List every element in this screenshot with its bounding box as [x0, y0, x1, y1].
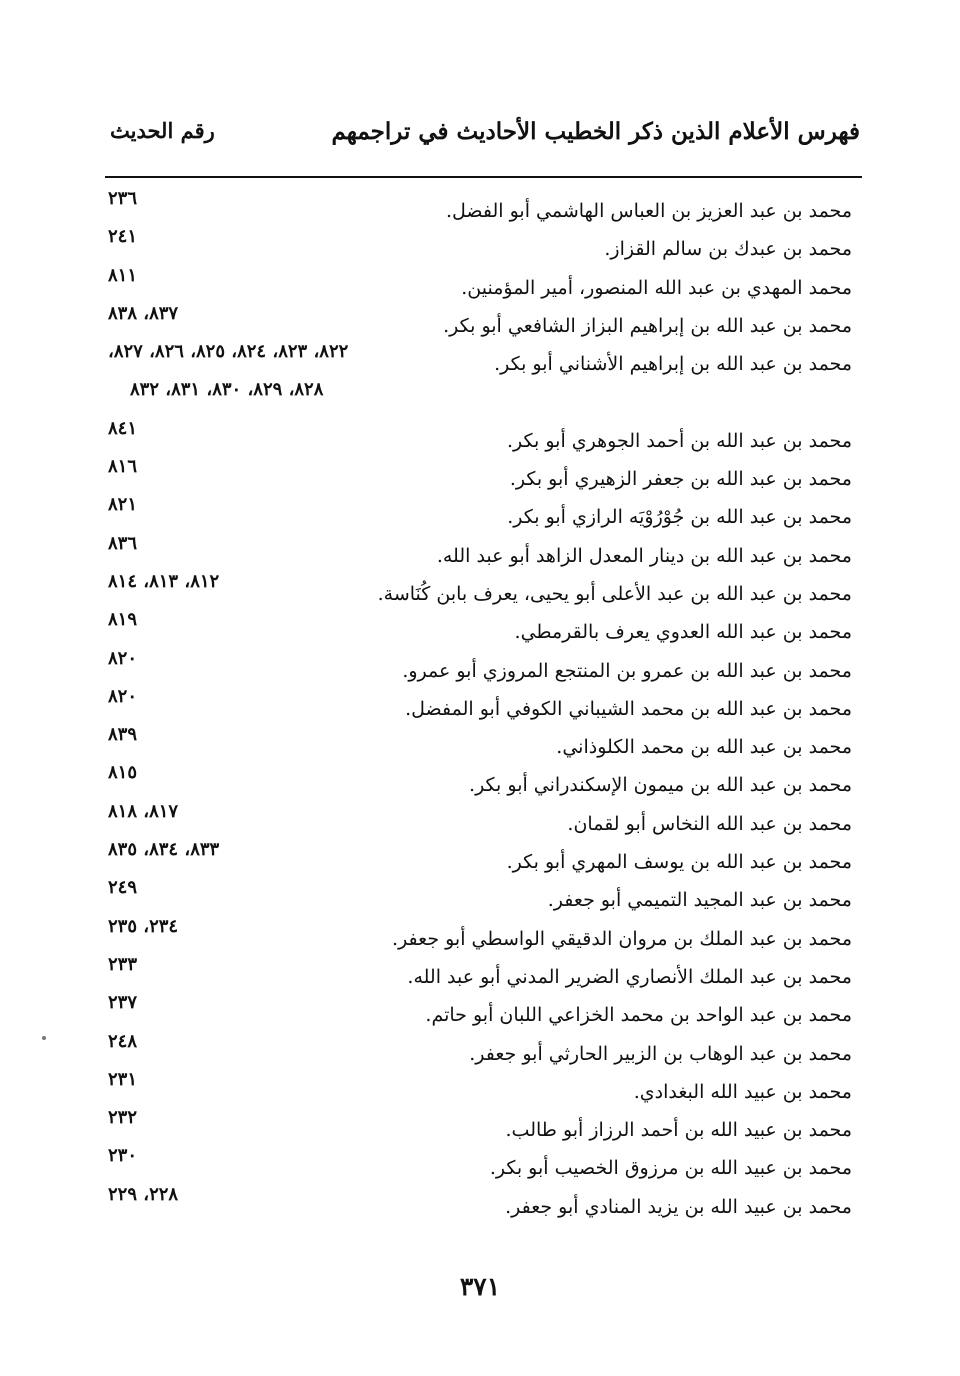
entry-name: محمد بن عبدك بن سالم القزاز. [604, 238, 852, 261]
entry-name: محمد بن عبد الله العدوي يعرف بالقرمطي. [514, 621, 852, 644]
entry-hadith-numbers: ٢٣٦ [108, 188, 138, 209]
entry-hadith-numbers: ٢٣٧ [108, 992, 138, 1014]
entry-hadith-numbers: ٢٤٨ [108, 1030, 138, 1052]
entry-hadith-numbers: ٢٢٨، ٢٢٩ [108, 1183, 179, 1205]
entry-name: محمد بن عبد الله بن عمرو بن المنتجع المروزي أبو عمرو. [402, 659, 852, 682]
entry-hadith-numbers: ٨٣٩ [108, 724, 138, 746]
entry-name: محمد بن عبد الوهاب بن الزبير الحارثي أبو جعفر. [469, 1042, 852, 1065]
entry-name: محمد بن عبد الواحد بن محمد الخزاعي اللبان أبو حاتم. [425, 1004, 852, 1027]
entry-hadith-numbers: ٨١١ [108, 264, 138, 286]
entry-hadith-numbers: ٨٤١ [108, 417, 138, 439]
entry-name: محمد بن عبد الله بن محمد الكلوذاني. [556, 736, 852, 759]
entry-name: محمد بن عبيد الله البغدادي. [633, 1080, 852, 1103]
hadith-number-column-label: رقم الحديث [110, 118, 215, 143]
index-entry [100, 609, 860, 647]
entry-name: محمد بن عبد الله بن إبراهيم البزاز الشافعي أبو بكر. [443, 314, 852, 337]
index-entry [100, 801, 860, 839]
entry-name: محمد بن عبد الله بن ميمون الإسكندراني أبو بكر. [469, 774, 852, 797]
entry-hadith-numbers: ٨٢٠ [108, 647, 138, 669]
index-entry [100, 494, 860, 532]
index-entry [100, 533, 860, 571]
entry-name: محمد بن عبيد الله بن مرزوق الخصيب أبو بكر. [489, 1157, 852, 1180]
entry-name: محمد بن عبيد الله بن يزيد المنادي أبو جعفر. [505, 1195, 852, 1218]
index-entry [100, 418, 860, 456]
index-entry [100, 1145, 860, 1183]
index-entry [100, 762, 860, 800]
entry-name: محمد بن عبيد الله بن أحمد الرزاز أبو طالب. [505, 1119, 852, 1142]
index-entry [100, 992, 860, 1030]
entry-name: محمد بن عبد الله بن أحمد الجوهري أبو بكر. [507, 429, 852, 452]
entry-hadith-numbers: ٨٣٦ [108, 532, 138, 554]
index-entry [100, 724, 860, 762]
entry-name: محمد بن عبد العزيز بن العباس الهاشمي أبو الفضل. [445, 200, 852, 222]
page-header [100, 118, 870, 162]
index-entry [100, 303, 860, 341]
entry-name: محمد بن عبد الله بن جعفر الزهيري أبو بكر. [509, 468, 852, 491]
index-entry [100, 686, 860, 724]
entry-hadith-numbers: ٨٢٨، ٨٢٩، ٨٣٠، ٨٣١، ٨٣٢ [130, 379, 324, 401]
index-entry [100, 1184, 860, 1222]
page-number: ٣٧١ [459, 1272, 501, 1301]
entry-hadith-numbers: ٢٣٢ [108, 1107, 138, 1129]
index-title: فهرس الأعلام الذين ذكر الخطيب الأحاديث في تراجمهم [331, 118, 860, 145]
index-entry [100, 571, 860, 609]
entry-hadith-numbers: ٨١٢، ٨١٣، ٨١٤ [108, 570, 220, 592]
entry-hadith-numbers: ٢٣١ [108, 1068, 138, 1090]
index-entry [100, 1107, 860, 1145]
entry-hadith-numbers: ٢٤٩ [108, 877, 138, 899]
entry-hadith-numbers: ٨١٧، ٨١٨ [108, 800, 179, 822]
entry-hadith-numbers: ٢٣٤، ٢٣٥ [108, 915, 179, 937]
index-entry [100, 839, 860, 877]
entry-hadith-numbers: ٨١٦ [108, 456, 138, 478]
index-entry-continuation [100, 379, 860, 417]
index-entry [100, 188, 860, 226]
index-entry [100, 1031, 860, 1069]
entry-hadith-numbers: ٢٣٣ [108, 953, 138, 975]
entry-hadith-numbers: ٢٣٠ [108, 1145, 138, 1167]
entry-name: محمد بن عبد المجيد التميمي أبو جعفر. [547, 889, 852, 912]
index-entry [100, 877, 860, 915]
entry-name: محمد بن عبد الله بن محمد الشيباني الكوفي أبو المفضل. [405, 697, 852, 720]
index-entry [100, 456, 860, 494]
index-entry [100, 265, 860, 303]
scan-speck [42, 1036, 46, 1040]
entry-hadith-numbers: ٨٣٣، ٨٣٤، ٨٣٥ [108, 839, 220, 861]
index-entry [100, 226, 860, 264]
entry-hadith-numbers: ٨٢١ [108, 494, 138, 516]
index-entry [100, 341, 860, 379]
entry-name: محمد بن عبد الله بن عبد الأعلى أبو يحيى، يعرف بابن كُنَاسة. [377, 582, 852, 605]
entry-name: محمد بن عبد الملك الأنصاري الضرير المدني أبو عبد الله. [407, 965, 852, 988]
entry-hadith-numbers: ٨٣٧، ٨٣٨ [108, 302, 179, 324]
entry-name: محمد بن عبد الله بن إبراهيم الأشناني أبو بكر. [494, 353, 852, 376]
entry-hadith-numbers: ٨١٥ [108, 762, 138, 784]
entry-hadith-numbers: ٨١٩ [108, 609, 138, 631]
entry-name: محمد بن عبد الله بن دينار المعدل الزاهد أبو عبد الله. [436, 544, 852, 567]
index-entry [100, 954, 860, 992]
index-entry [100, 916, 860, 954]
entry-hadith-numbers: ٨٢٢، ٨٢٣، ٨٢٤، ٨٢٥، ٨٢٦، ٨٢٧، [108, 341, 349, 363]
entry-hadith-numbers: ٢٤١ [108, 226, 138, 248]
index-entry [100, 648, 860, 686]
index-entry [100, 1069, 860, 1107]
index-entries [100, 188, 860, 1222]
entry-name: محمد بن عبد الملك بن مروان الدقيقي الواسطي أبو جعفر. [392, 927, 852, 950]
header-rule [105, 176, 862, 178]
entry-name: محمد بن عبد الله النخاس أبو لقمان. [567, 812, 852, 835]
entry-name: محمد بن عبد الله بن يوسف المهري أبو بكر. [506, 851, 852, 874]
entry-name: محمد بن عبد الله بن جُوْرُوْيَه الرازي أبو بكر. [507, 506, 852, 529]
entry-hadith-numbers: ٨٢٠ [108, 685, 138, 707]
entry-name: محمد المهدي بن عبد الله المنصور، أمير المؤمنين. [461, 276, 852, 299]
